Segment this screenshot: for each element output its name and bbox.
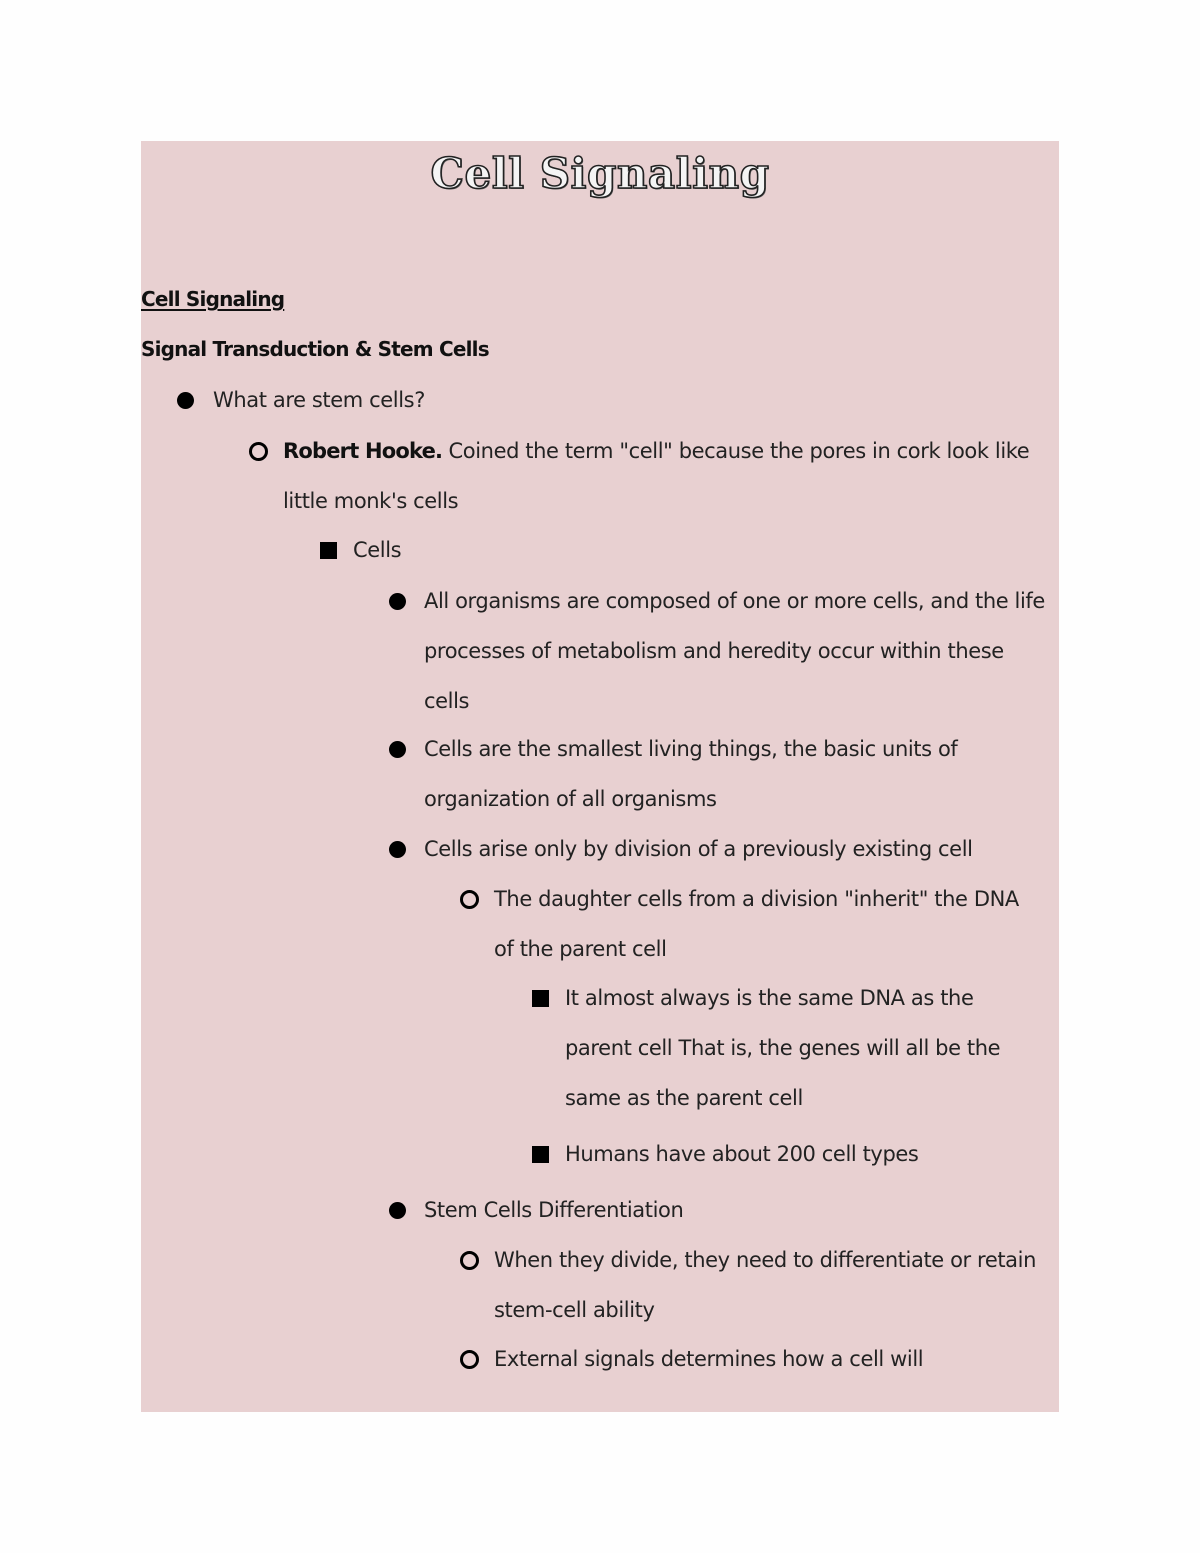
list-item-text: Cells are the smallest living things, the basic units of organization of all organisms: [424, 737, 958, 811]
square-bullet-icon: [532, 990, 549, 1007]
list-item-body: Coined the term "cell" because the pores in cork look like little monk's cells: [283, 439, 1030, 513]
list-item: [424, 724, 1049, 824]
circle-bullet-icon: [460, 1350, 479, 1369]
list-item-text: Humans have about 200 cell types: [565, 1142, 919, 1166]
square-bullet-icon: [320, 542, 337, 559]
disc-bullet-icon: [389, 741, 406, 758]
list-item-text: Stem Cells Differentiation: [424, 1198, 684, 1222]
list-item: [565, 1129, 1045, 1179]
list-item: [424, 1185, 1049, 1235]
list-item: [283, 426, 1053, 526]
document-title: Cell Signaling: [430, 149, 770, 198]
list-item: [494, 874, 1039, 974]
circle-bullet-icon: [460, 890, 479, 909]
square-bullet-icon: [532, 1146, 549, 1163]
list-item-text: The daughter cells from a division "inherit" the DNA of the parent cell: [494, 887, 1019, 961]
circle-bullet-icon: [460, 1251, 479, 1270]
list-item-text: [283, 426, 1053, 526]
list-item: [424, 824, 1049, 874]
disc-bullet-icon: [389, 593, 406, 610]
list-item-text: External signals determines how a cell will: [494, 1347, 924, 1371]
list-item-text: It almost always is the same DNA as the parent cell That is, the genes will all be the same as the parent cell: [565, 986, 1001, 1110]
list-item-text: Cells arise only by division of a previously existing cell: [424, 837, 973, 861]
circle-bullet-icon: [249, 442, 268, 461]
list-item-text: All organisms are composed of one or more cells, and the life processes of metabolism and heredity occur within these cells: [424, 589, 1045, 713]
list-item: [213, 375, 1013, 425]
disc-bullet-icon: [389, 841, 406, 858]
subsection-heading: Signal Transduction & Stem Cells: [141, 337, 489, 361]
list-item-text: When they divide, they need to differentiate or retain stem-cell ability: [494, 1248, 1036, 1322]
list-item: [494, 1334, 1039, 1384]
list-item-text: Cells: [353, 538, 402, 562]
person-name: Robert Hooke.: [283, 439, 443, 463]
list-item: [565, 973, 1045, 1123]
list-item: [494, 1235, 1039, 1335]
list-item: [353, 525, 1053, 575]
list-item: [424, 576, 1049, 726]
section-heading: Cell Signaling: [141, 287, 285, 311]
list-item-text: What are stem cells?: [213, 388, 425, 412]
document-page: [141, 141, 1059, 1412]
disc-bullet-icon: [177, 392, 194, 409]
disc-bullet-icon: [389, 1202, 406, 1219]
